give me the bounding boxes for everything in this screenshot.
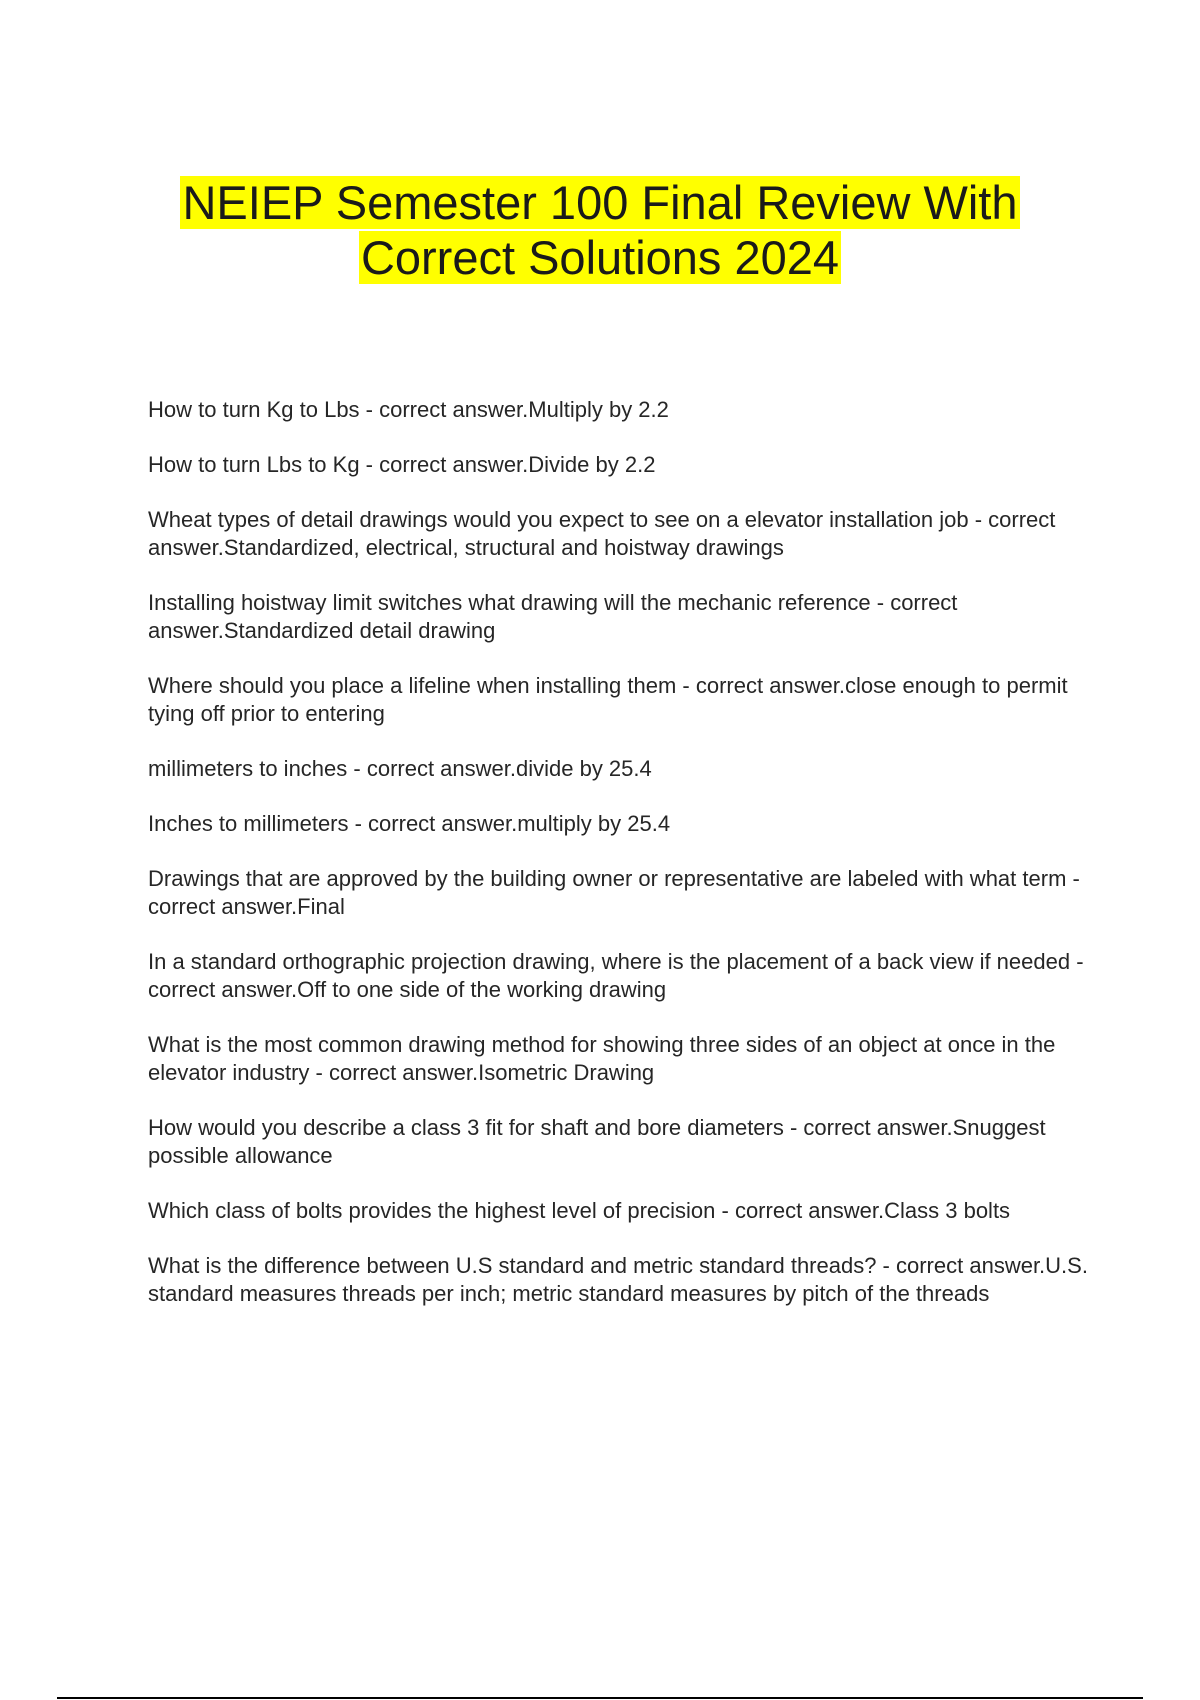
qa-item: In a standard orthographic projection drawing, where is the placement of a back view if needed - correct answer.Off to one side of the working drawing [148, 949, 1084, 1002]
qa-item: millimeters to inches - correct answer.divide by 25.4 [148, 756, 652, 781]
qa-item: How would you describe a class 3 fit for shaft and bore diameters - correct answer.Snuggest possible allowance [148, 1115, 1046, 1168]
qa-item: Where should you place a lifeline when installing them - correct answer.close enough to permit tying off prior to entering [148, 673, 1068, 726]
bottom-divider [57, 1697, 1143, 1699]
qa-list [148, 396, 1098, 1335]
qa-item: How to turn Lbs to Kg - correct answer.Divide by 2.2 [148, 452, 656, 477]
document-title [0, 175, 1200, 285]
title-line-1: NEIEP Semester 100 Final Review With [182, 176, 1018, 229]
qa-item: What is the difference between U.S standard and metric standard threads? - correct answer.U.S. standard measures threads per inch; metric standard measures by pitch of the threads [148, 1253, 1088, 1306]
qa-item: Inches to millimeters - correct answer.multiply by 25.4 [148, 811, 671, 836]
qa-item: What is the most common drawing method for showing three sides of an object at once in the elevator industry - correct answer.Isometric Drawing [148, 1032, 1056, 1085]
qa-item: Drawings that are approved by the building owner or representative are labeled with what term - correct answer.Final [148, 866, 1080, 919]
qa-item: Which class of bolts provides the highest level of precision - correct answer.Class 3 bolts [148, 1198, 1011, 1223]
title-line-2: Correct Solutions 2024 [360, 231, 840, 284]
qa-item: Wheat types of detail drawings would you expect to see on a elevator installation job - correct answer.Standardized, electrical, structural and hoistway drawings [148, 507, 1056, 560]
qa-item: Installing hoistway limit switches what drawing will the mechanic reference - correct answer.Standardized detail drawing [148, 590, 958, 643]
qa-item: How to turn Kg to Lbs - correct answer.Multiply by 2.2 [148, 397, 669, 422]
